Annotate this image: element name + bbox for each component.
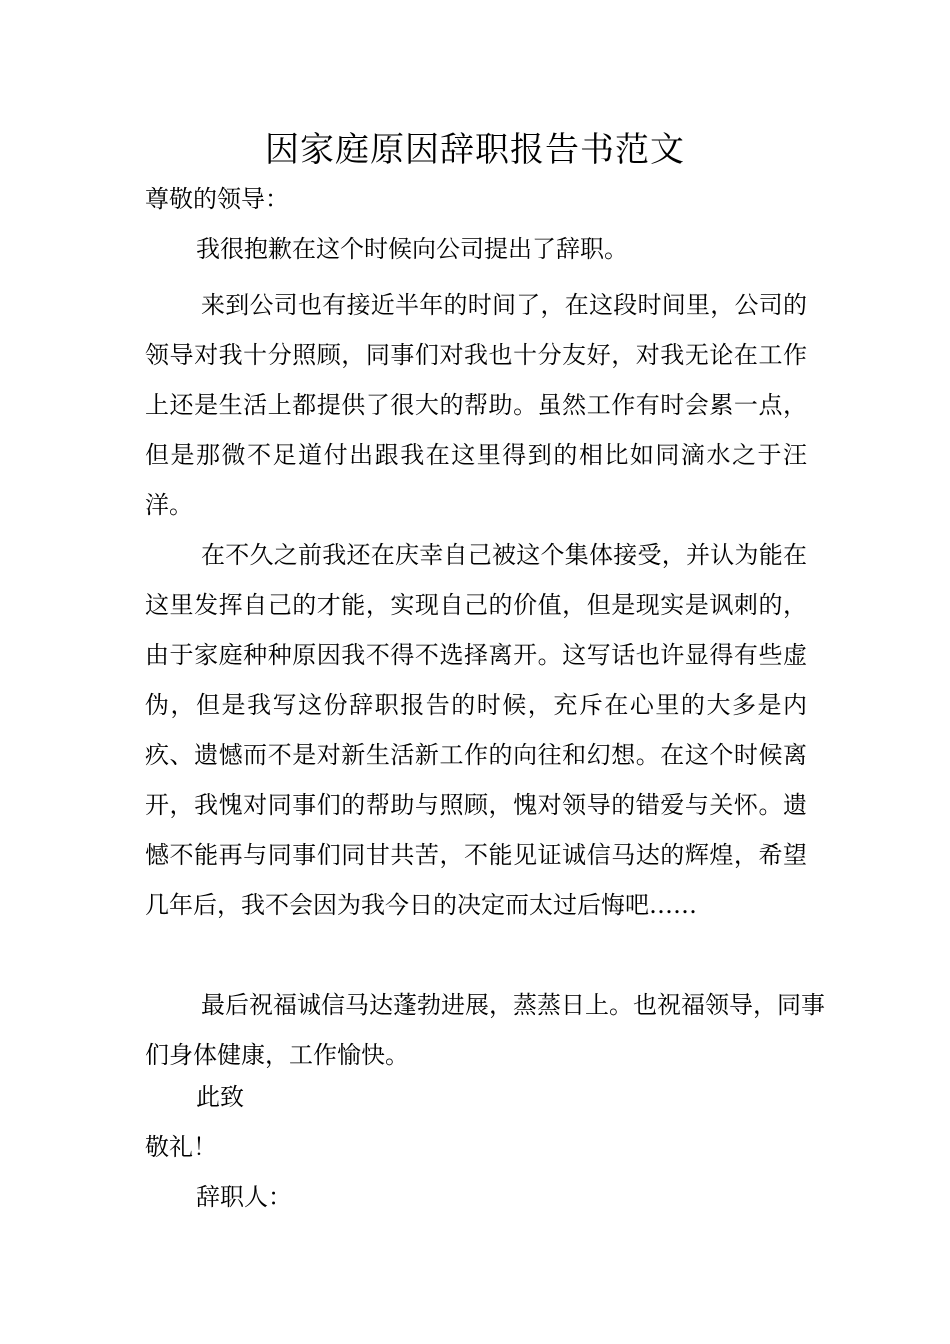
signer-label: 辞职人： <box>196 1183 292 1211</box>
closing: 此致 <box>196 1083 244 1111</box>
paragraph-2: 来到公司也有接近半年的时间了，在这段时间里，公司的领导对我十分照顾，同事们对我也十分友好，对我无论在工作上还是生活上都提供了很大的帮助。虽然工作有时会累一点，但是那微不足道付出跟我在这里得到的相比如同滴水之于汪洋。 <box>145 291 807 519</box>
paragraph-3: 在不久之前我还在庆幸自己被这个集体接受，并认为能在这里发挥自己的才能，实现自己的价值，但是现实是讽刺的，由于家庭种种原因我不得不选择离开。这写话也许显得有些虚伪，但是我写这份辞职报告的时候，充斥在心里的大多是内疚、遗憾而不是对新生活新工作的向往和幻想。在这个时候离开，我愧对同事们的帮助与照顾，愧对领导的错爱与关怀。遗憾不能再与同事们同甘共苦，不能见证诚信马达的辉煌，希望几年后，我不会因为我今日的决定而太过后悔吧…… <box>145 541 807 919</box>
paragraph-4: 最后祝福诚信马达蓬勃进展，蒸蒸日上。也祝福领导，同事们身体健康，工作愉快。 <box>145 991 825 1069</box>
document-title: 因家庭原因辞职报告书范文 <box>265 130 685 170</box>
regards: 敬礼！ <box>145 1133 217 1161</box>
paragraph-1: 我很抱歉在这个时候向公司提出了辞职。 <box>196 235 628 263</box>
salutation: 尊敬的领导： <box>145 185 289 213</box>
